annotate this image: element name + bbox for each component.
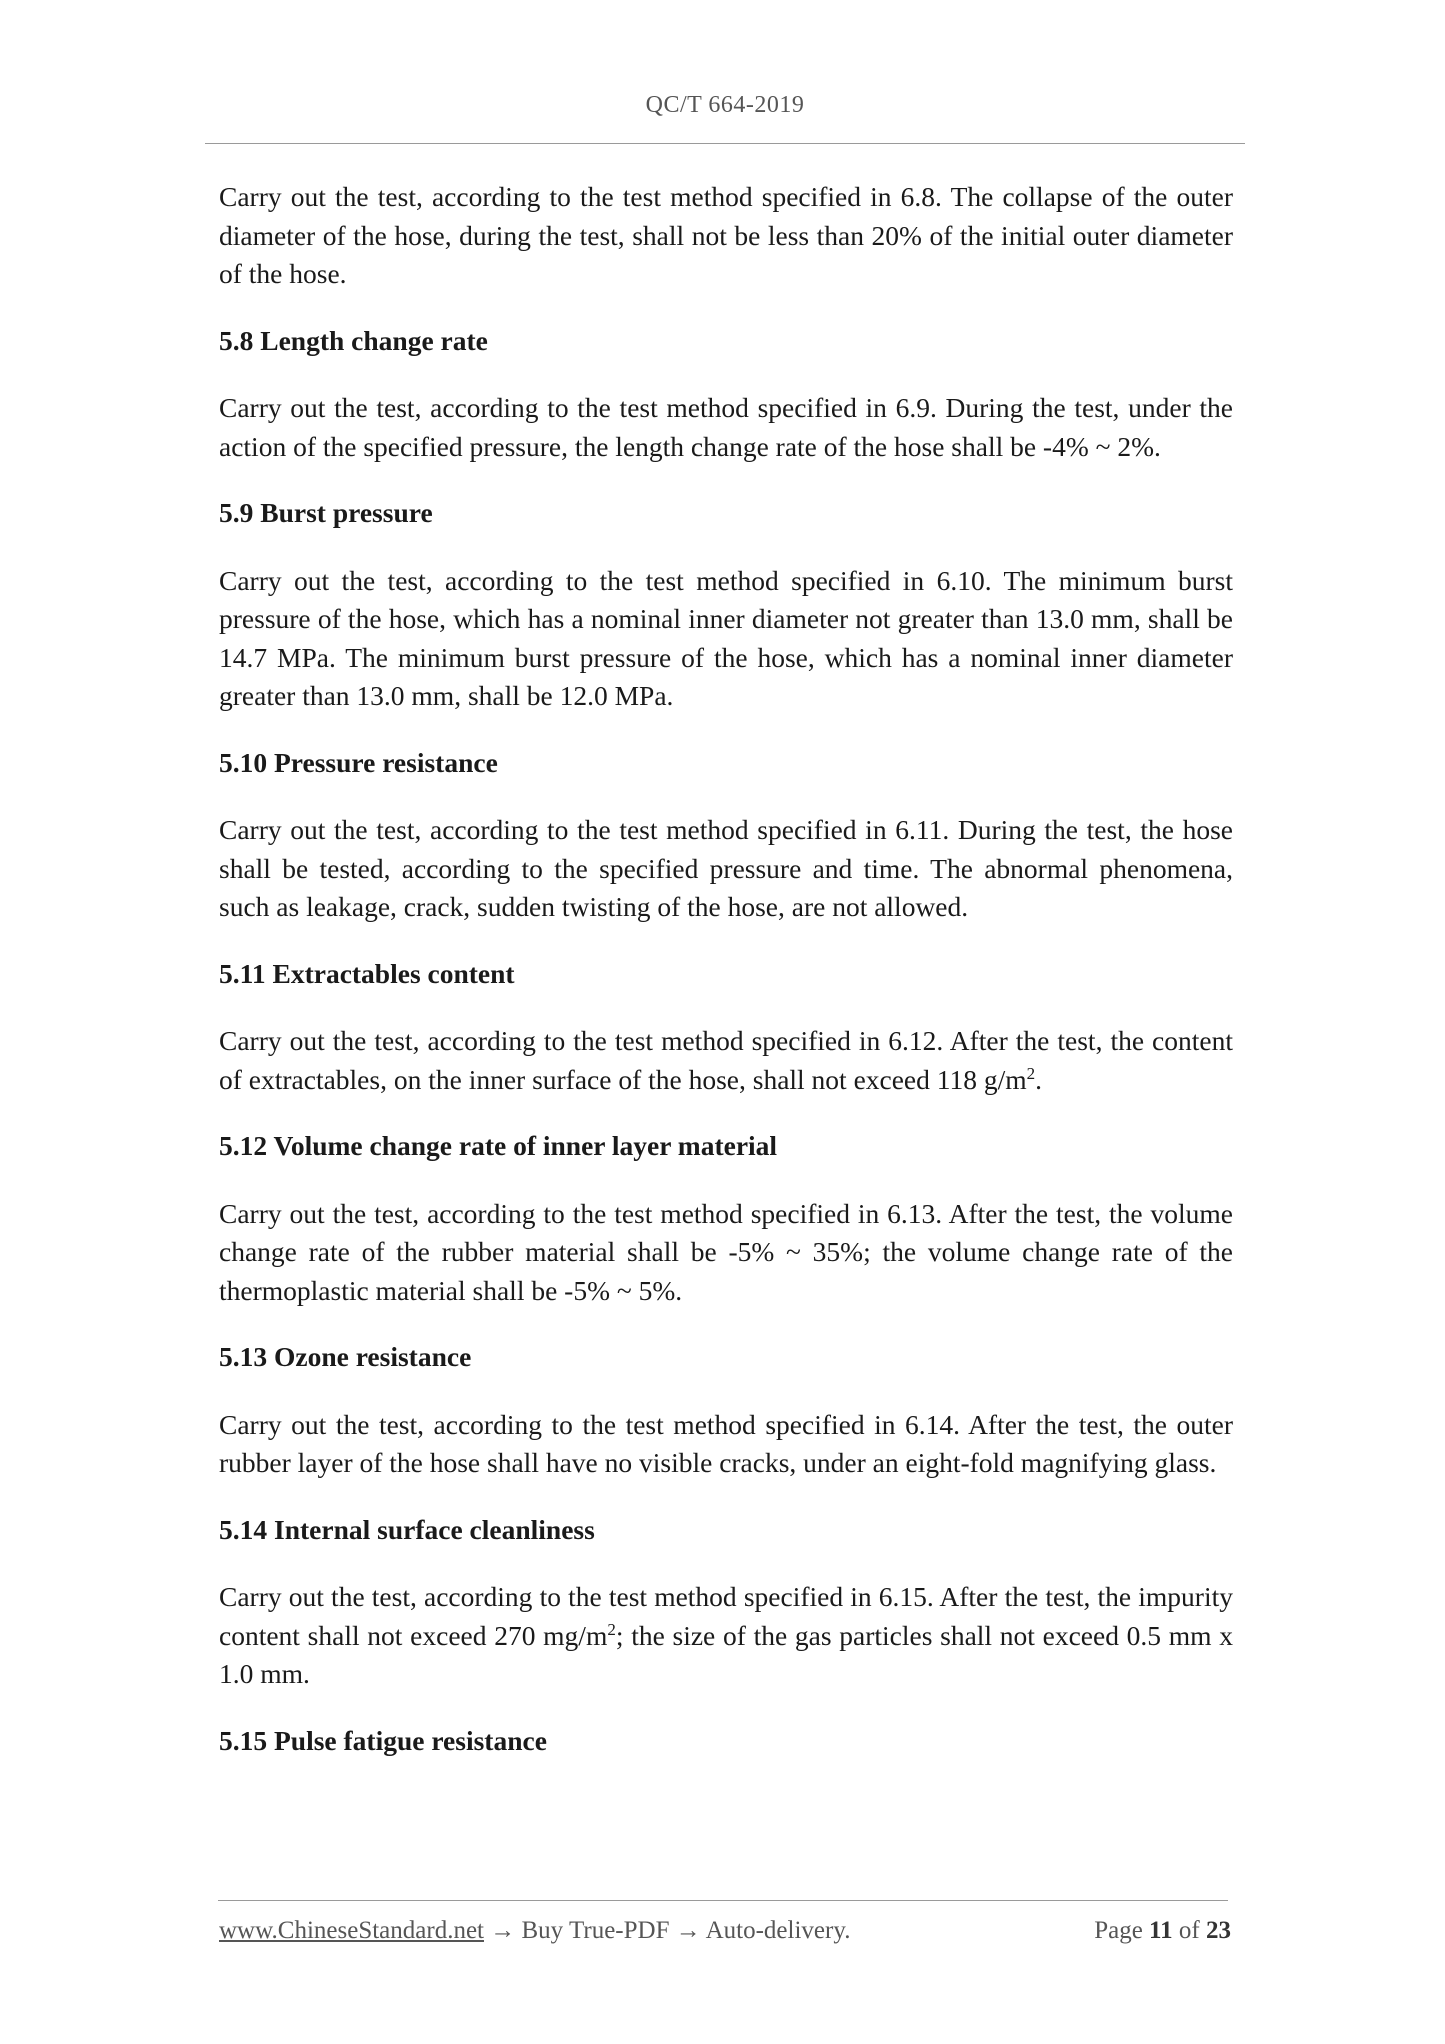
footer-divider: [218, 1900, 1228, 1901]
page-number: [1094, 1917, 1231, 1945]
section-5-8-text: Carry out the test, according to the test method specified in 6.9. During the test, under the action of the specified pressure, the length change rate of the hose shall be -4% ~ 2%.: [219, 392, 1233, 462]
current-page: 11: [1149, 1917, 1173, 1944]
total-pages: 23: [1206, 1917, 1231, 1944]
superscript-2: 2: [607, 1619, 616, 1639]
section-5-10-text: Carry out the test, according to the test method specified in 6.11. During the test, the hose shall be tested, according to the specified pressure and time. The abnormal phenomena, such as leakage, crack, sudden twisting of the hose, are not allowed.: [219, 814, 1233, 922]
section-5-14-heading: 5.14 Internal surface cleanliness: [219, 1513, 595, 1545]
of-label: of: [1178, 1917, 1200, 1944]
section-5-15-heading: 5.15 Pulse fatigue resistance: [219, 1724, 547, 1756]
footer-promo: [219, 1917, 850, 1945]
section-5-9-text: Carry out the test, according to the test method specified in 6.10. The minimum burst pressure of the hose, which has a nominal inner diameter not greater than 13.0 mm, shall be 14.7 MPa. The minimum burst pressure of the hose, which has a nominal inner diameter greater than 13.0 mm, shall be 12.0 MPa.: [219, 564, 1233, 711]
buy-pdf-text: Buy True-PDF: [521, 1917, 670, 1944]
auto-delivery-text: Auto-delivery.: [705, 1917, 851, 1944]
superscript-2: 2: [1026, 1063, 1036, 1083]
section-5-14-text-end: ; the size of the gas particles shall not exceed 0.5 mm x 1.0 mm.: [219, 1619, 1234, 1689]
section-5-11-text-end: .: [1035, 1063, 1043, 1095]
section-5-8-heading: 5.8 Length change rate: [219, 324, 488, 356]
document-header: QC/T 664-2019: [645, 92, 805, 118]
section-5-10-heading: 5.10 Pressure resistance: [219, 746, 498, 778]
section-5-12-text: Carry out the test, according to the test method specified in 6.13. After the test, the volume change rate of the rubber material shall be -5% ~ 35%; the volume change rate of the thermoplastic material shall be -5% ~ 5%.: [219, 1197, 1233, 1306]
arrow-right-icon: →: [675, 1917, 701, 1944]
section-5-11-text: [219, 1022, 1233, 1099]
section-5-9-heading: 5.9 Burst pressure: [219, 497, 433, 528]
arrow-right-icon: →: [490, 1917, 516, 1944]
page-label: Page: [1094, 1917, 1143, 1944]
section-5-12-heading: 5.12 Volume change rate of inner layer material: [219, 1130, 778, 1161]
section-5-14-text: [219, 1578, 1233, 1694]
intro-paragraph: Carry out the test, according to the test method specified in 6.8. The collapse of the outer diameter of the hose, during the test, shall not be less than 20% of the initial outer diameter of the hose.: [219, 181, 1233, 289]
section-5-14-text-main: Carry out the test, according to the test method specified in 6.15. After the test, the impurity content shall not exceed 270 mg/m: [219, 1581, 1233, 1651]
section-5-13-heading: 5.13 Ozone resistance: [219, 1341, 472, 1372]
section-5-11-heading: 5.11 Extractables content: [219, 957, 515, 989]
section-5-13-text: Carry out the test, according to the test method specified in 6.14. After the test, the outer rubber layer of the hose shall have no visible cracks, under an eight-fold magnifying glass.: [219, 1408, 1233, 1478]
section-5-11-text-main: Carry out the test, according to the test method specified in 6.12. After the test, the content of extractables, on the inner surface of the hose, shall not exceed 118 g/m: [219, 1025, 1233, 1095]
header-divider: [205, 143, 1245, 144]
website-link[interactable]: www.ChineseStandard.net: [219, 1917, 484, 1944]
page-body: [219, 178, 1233, 1760]
